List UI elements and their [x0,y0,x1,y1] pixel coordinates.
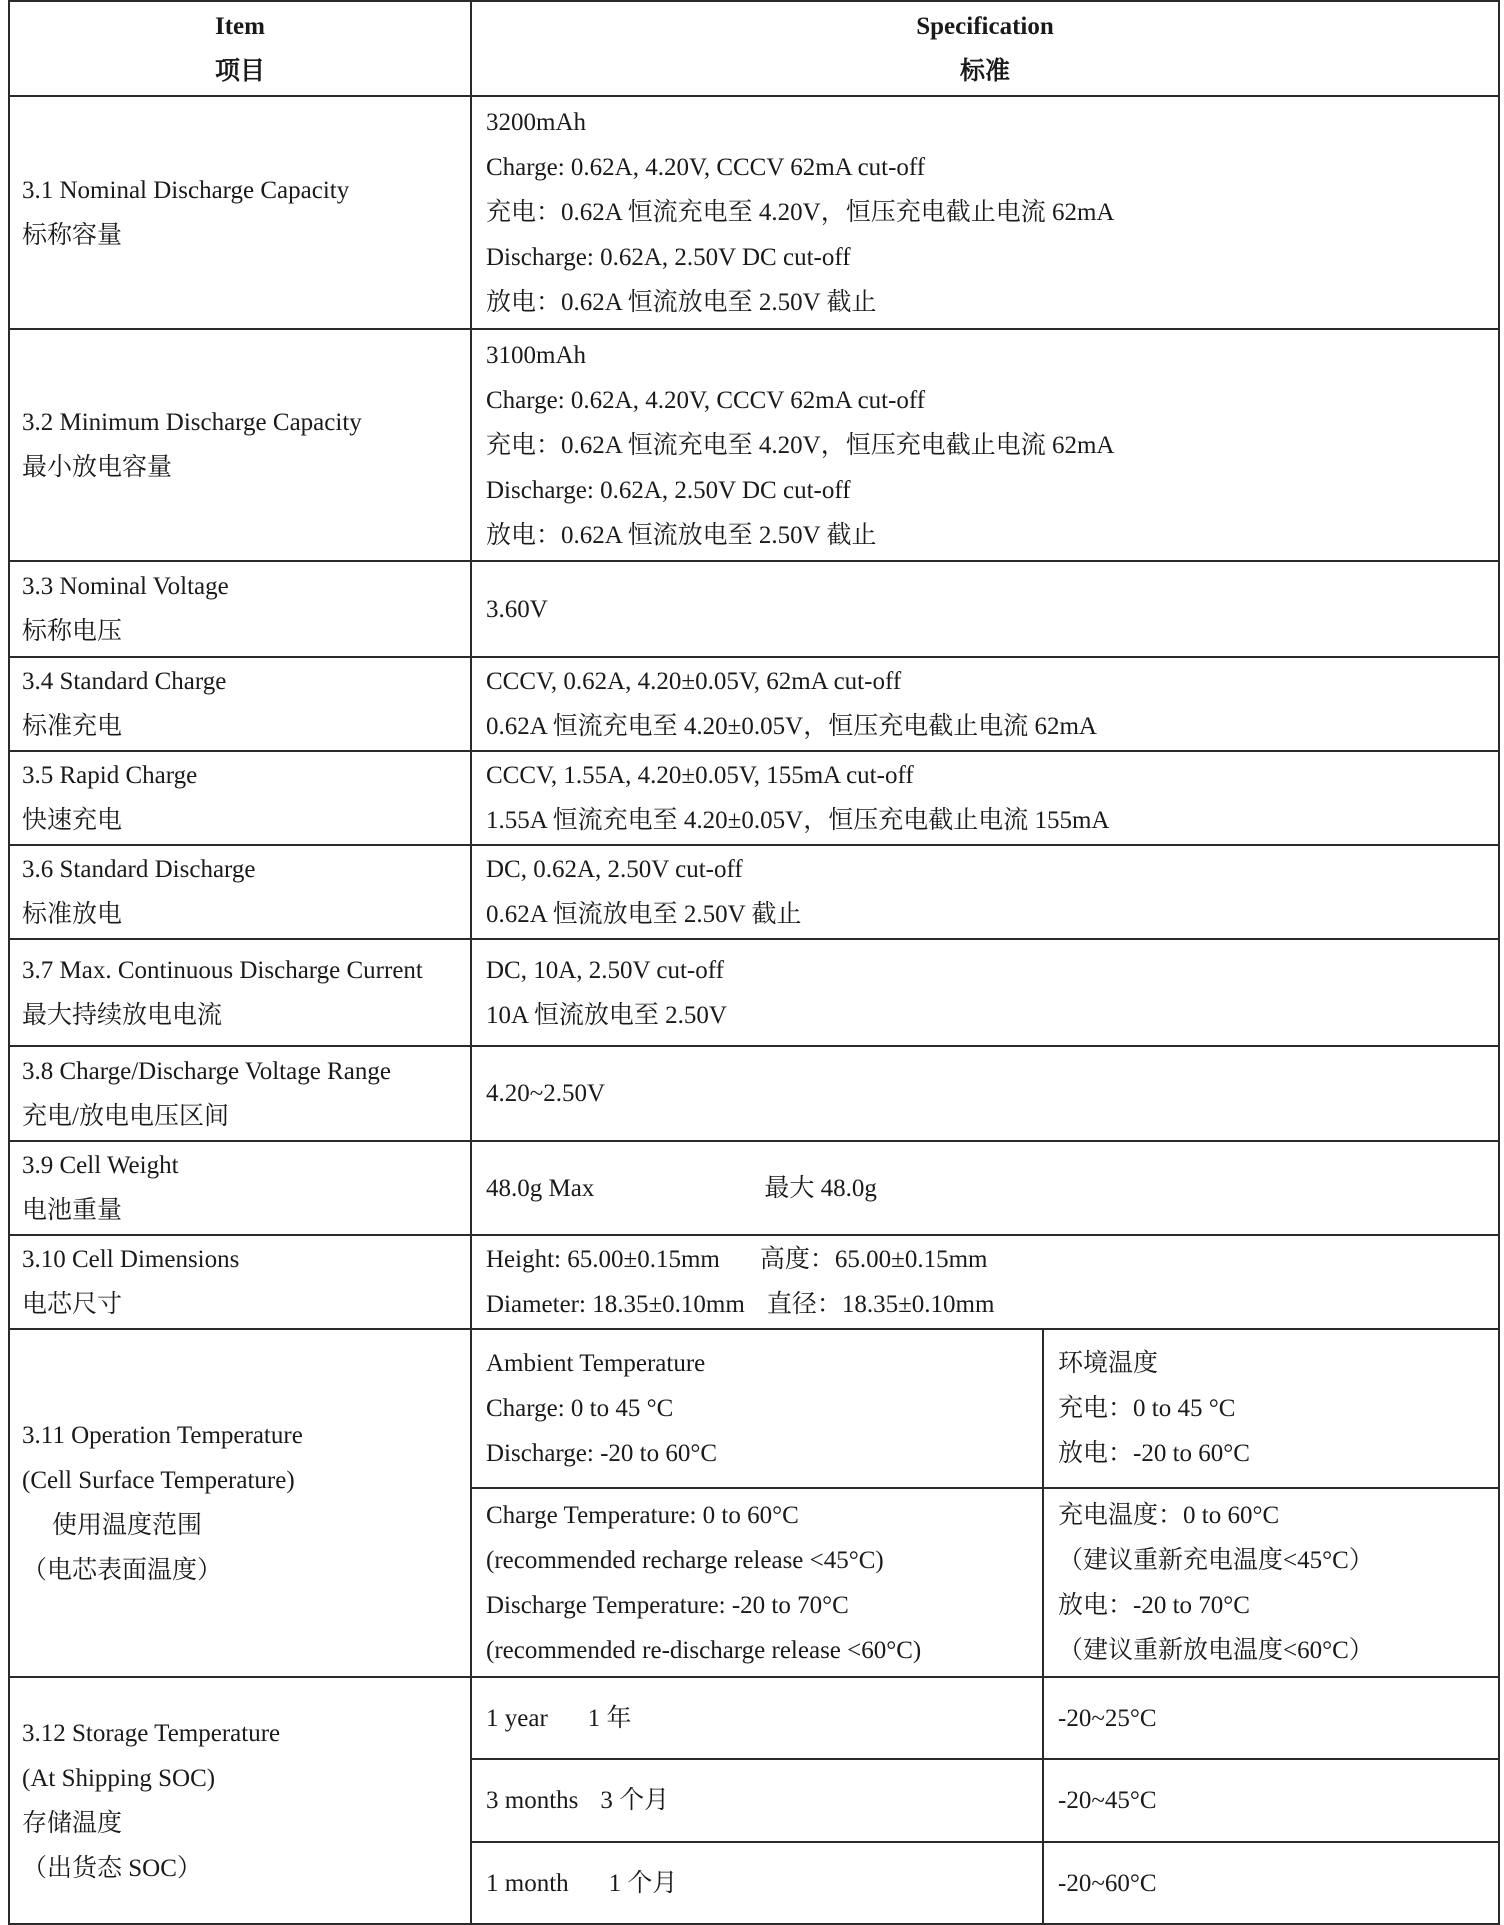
item-cell-operation [9,1329,471,1677]
storage-range-cell [1043,1759,1499,1842]
spec-cell [471,751,1499,845]
item-label-en: 3.11 Operation Temperature [22,1422,303,1449]
item-cell [9,845,471,939]
spec-cell [471,96,1499,329]
item-cell [9,1235,471,1329]
storage-range-cell [1043,1677,1499,1759]
spec-line: 3200mAh [486,109,586,136]
period-cn: 1 个月 [608,1869,678,1897]
spec-line: (recommended re-discharge release <60°C) [486,1636,922,1664]
spec-cell [471,1141,1499,1235]
table-row [9,329,1499,561]
table-row-storage [9,1677,1499,1759]
spec-line: Discharge: 0.62A, 2.50V DC cut-off [486,476,851,504]
storage-period-cell [471,1842,1043,1924]
spec-line: 10A 恒流放电至 2.50V [486,1001,727,1029]
spec-cell [471,845,1499,939]
spec-line: (recommended recharge release <45°C) [486,1546,884,1574]
item-label-en: 3.2 Minimum Discharge Capacity [22,409,362,436]
spec-line: 充电温度：0 to 60°C [1058,1501,1280,1529]
spec-cell [471,939,1499,1046]
spec-line: Ambient Temperature [486,1350,706,1377]
period-cn: 3 个月 [600,1787,670,1814]
item-label-cn: 电池重量 [22,1197,123,1224]
item-label-cn-sub: （出货态 SOC） [22,1854,202,1882]
item-label-en: 3.3 Nominal Voltage [22,573,229,600]
spec-line: 环境温度 [1058,1350,1159,1377]
period-line [486,1778,1028,1823]
range-value: -20~60°C [1058,1869,1157,1897]
period-line [486,1861,1028,1906]
spec-line: 放电：0.62A 恒流放电至 2.50V 截止 [486,521,877,549]
item-column-header [9,1,471,96]
spec-line: 0.62A 恒流充电至 4.20±0.05V，恒压充电截止电流 62mA [486,713,1097,740]
item-label-cn-sub: （电芯表面温度） [22,1557,223,1584]
table-row [9,1235,1499,1329]
item-cell [9,329,471,561]
spec-line: Discharge Temperature: -20 to 70°C [486,1591,849,1619]
spec-cell [471,657,1499,751]
item-cell [9,1046,471,1141]
item-label-cn: 最大持续放电电流 [22,1001,223,1029]
table-row [9,939,1499,1046]
spec-line: DC, 0.62A, 2.50V cut-off [486,856,743,883]
item-label-cn: 快速充电 [22,807,123,834]
spec-line: 充电：0.62A 恒流充电至 4.20V，恒压充电截止电流 62mA [486,431,1115,459]
spec-line: 充电：0 to 45 °C [1058,1395,1236,1422]
table-header-row [9,1,1499,96]
item-label-en: 3.8 Charge/Discharge Voltage Range [22,1057,391,1085]
spec-line: 放电：0.62A 恒流放电至 2.50V 截止 [486,289,877,316]
spec-line: 放电：-20 to 70°C [1058,1591,1250,1619]
period-en: 3 months [486,1787,579,1814]
spec-cell [471,561,1499,657]
diameter-line [486,1282,1484,1327]
height-en: Height: 65.00±0.15mm [486,1246,720,1273]
ambient-en-cell [471,1329,1043,1488]
weight-line [486,1166,1484,1211]
diameter-en: Diameter: 18.35±0.10mm [486,1291,745,1318]
item-label-en: 3.12 Storage Temperature [22,1719,281,1747]
item-label-en: 3.10 Cell Dimensions [22,1246,240,1273]
item-label-cn: 标准放电 [22,901,123,928]
spec-line: 3100mAh [486,341,586,369]
spec-header-cn: 标准 [959,57,1010,85]
item-label-cn: 使用温度范围 [52,1512,203,1539]
spec-line: Discharge: 0.62A, 2.50V DC cut-off [486,244,851,271]
spec-line: 放电：-20 to 60°C [1058,1440,1250,1467]
item-label-cn: 标称容量 [22,221,123,249]
diameter-cn: 直径：18.35±0.10mm [766,1291,995,1318]
table-row-operation-ambient [9,1329,1499,1488]
spec-cell [471,1046,1499,1141]
spec-line: Discharge: -20 to 60°C [486,1440,718,1467]
table-row [9,561,1499,657]
spec-line: Charge: 0 to 45 °C [486,1395,674,1422]
height-cn: 高度：65.00±0.15mm [759,1246,988,1273]
weight-cn: 最大 48.0g [764,1174,877,1202]
spec-line: CCCV, 0.62A, 4.20±0.05V, 62mA cut-off [486,668,902,695]
spec-line: Charge Temperature: 0 to 60°C [486,1501,799,1529]
spec-line: DC, 10A, 2.50V cut-off [486,956,724,984]
spec-line: （建议重新放电温度<60°C） [1058,1636,1374,1664]
height-line [486,1237,1484,1282]
item-cell [9,1141,471,1235]
ambient-cn-cell [1043,1329,1499,1488]
item-label-cn: 标称电压 [22,618,123,645]
spec-cell [471,329,1499,561]
spec-line: （建议重新充电温度<45°C） [1058,1546,1374,1574]
item-label-en-sub: (At Shipping SOC) [22,1764,216,1792]
spec-line: CCCV, 1.55A, 4.20±0.05V, 155mA cut-off [486,762,914,789]
item-header-en: Item [215,12,265,40]
range-value: -20~45°C [1058,1787,1157,1814]
spec-line: Charge: 0.62A, 4.20V, CCCV 62mA cut-off [486,154,926,181]
cell-temp-cn-cell [1043,1488,1499,1677]
item-cell [9,96,471,329]
item-label-en: 3.5 Rapid Charge [22,762,198,789]
item-label-en-sub: (Cell Surface Temperature) [22,1467,295,1494]
period-en: 1 year [486,1704,548,1732]
spec-cell [471,1235,1499,1329]
item-label-cn: 充电/放电电压区间 [22,1102,229,1130]
period-en: 1 month [486,1869,569,1897]
table-row [9,96,1499,329]
item-cell [9,751,471,845]
table-row [9,1141,1499,1235]
table-row [9,751,1499,845]
item-label-en: 3.1 Nominal Discharge Capacity [22,176,350,204]
spec-line: 3.60V [486,595,548,623]
specification-table [8,0,1500,1925]
item-label-en: 3.6 Standard Discharge [22,856,256,883]
spec-line: 1.55A 恒流充电至 4.20±0.05V，恒压充电截止电流 155mA [486,807,1110,834]
spec-column-header [471,1,1499,96]
table-row [9,845,1499,939]
period-cn: 1 年 [587,1704,632,1732]
cell-temp-en-cell [471,1488,1043,1677]
weight-en: 48.0g Max [486,1174,595,1202]
item-header-cn: 项目 [214,57,265,85]
spec-header-en: Specification [916,12,1054,40]
item-cell [9,939,471,1046]
item-label-cn: 存储温度 [22,1809,123,1837]
spec-line: Charge: 0.62A, 4.20V, CCCV 62mA cut-off [486,386,926,414]
storage-period-cell [471,1677,1043,1759]
spec-line: 充电：0.62A 恒流充电至 4.20V，恒压充电截止电流 62mA [486,199,1115,226]
item-label-cn: 标准充电 [22,713,123,740]
item-label-cn: 电芯尺寸 [22,1291,123,1318]
item-label-en: 3.9 Cell Weight [22,1152,179,1179]
table-row [9,657,1499,751]
spec-line: 4.20~2.50V [486,1080,606,1107]
spec-line: 0.62A 恒流放电至 2.50V 截止 [486,901,802,928]
item-label-cn: 最小放电容量 [22,454,173,481]
item-label-en: 3.7 Max. Continuous Discharge Current [22,956,423,984]
period-line [486,1696,1028,1741]
storage-period-cell [471,1759,1043,1842]
item-cell [9,561,471,657]
range-value: -20~25°C [1058,1704,1157,1732]
table-row [9,1046,1499,1141]
item-label-en: 3.4 Standard Charge [22,668,227,695]
item-cell [9,657,471,751]
item-cell-storage [9,1677,471,1924]
storage-range-cell [1043,1842,1499,1924]
